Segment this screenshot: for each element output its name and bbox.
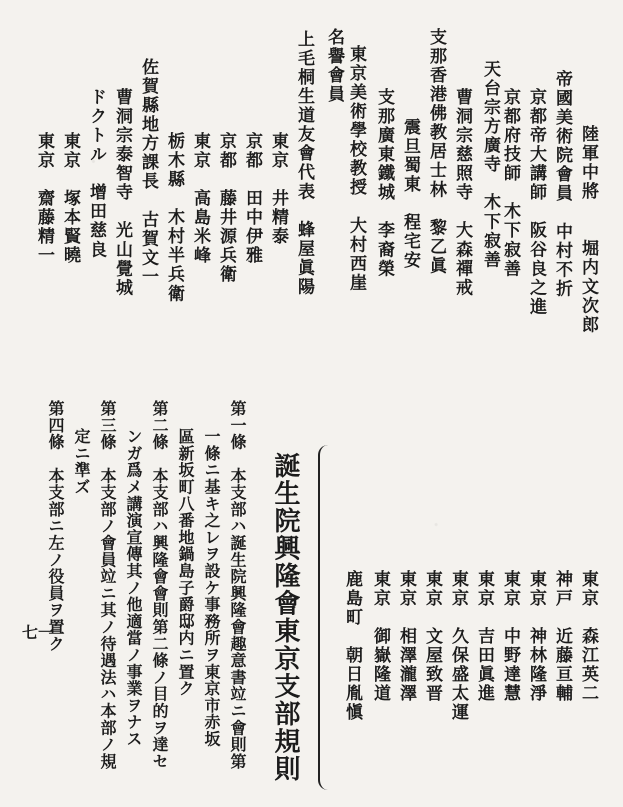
member-entry: 震旦蜀東 程宅安 [400,118,420,271]
member-entry: 京都府技師 木下寂善 [500,88,520,279]
member-entry: 天台宗方廣寺 木下寂善 [480,60,500,270]
member-entry: 栃木縣 木村半兵衛 [164,132,184,304]
rule-line: 一條ニ基キ之レヲ設ケ事務所ヲ東京市赤坂 [202,428,221,748]
member-entry: 支那香港佛教居士林 黎乙眞 [426,28,446,276]
document-title: 誕生院興隆會東京支部規則 [270,452,300,783]
member-entry: 東京 塚本賢曉 [60,132,80,266]
rule-line: 第一條 本支部ハ誕生院興隆會趣意書竝ニ會則第 [228,400,247,770]
member-entry: 東京美術學校教授 大村西崖 [346,45,366,293]
member-entry: 東京 久保盛太運 [448,570,468,723]
member-entry: 京都帝大講師 阪谷良之進 [526,88,546,317]
rule-line: 區新坂町八番地鍋島子爵邸内ニ置ク [176,428,195,697]
member-entry: ドクトル 增田慈良 [86,88,106,260]
member-entry: 東京 森江英二 [578,570,598,704]
title-brace [318,445,332,790]
member-entry: 曹洞宗慈照寺 大森禪戒 [452,88,472,298]
member-entry: 支那廣東鐵城 李裔榮 [374,88,394,279]
member-entry: 曹洞宗泰智寺 光山覺城 [112,88,132,298]
member-entry: 帝國美術院會員 中村不折 [552,70,572,299]
rule-line: ンガ爲メ講演宣傳其ノ他適當ノ事業ヲナス [124,428,143,748]
member-entry: 東京 井精泰 [268,132,288,247]
member-entry: 鹿島町 朝日胤愼 [342,570,362,723]
member-entry: 東京 吉田眞進 [474,570,494,704]
member-entry: 東京 御嶽隆道 [370,570,390,704]
member-entry: 東京 文屋致晋 [422,570,442,704]
member-entry: 佐賀縣地方課長 古賀文一 [138,58,158,287]
member-entry: 東京 高島米峰 [190,132,210,266]
member-entry: 上毛桐生道友會代表 蜂屋眞陽 [294,30,314,297]
member-entry: 東京 相澤瀧澤 [396,570,416,704]
member-entry: 陸軍中將 堀内文次郎 [578,125,598,335]
member-entry: 名譽會員 [324,28,344,105]
member-entry: 京都 田中伊雅 [242,132,262,266]
member-entry: 東京 齋藤精一 [34,132,54,266]
member-entry: 京都 藤井源兵衛 [216,132,236,285]
rule-line: 第四條 本支部ニ左ノ役員ヲ置ク [46,400,65,652]
member-entry: 神戸 近藤亘輔 [552,570,572,704]
rule-line: 第三條 本支部ノ會員竝ニ其ノ待遇法ハ本部ノ規 [98,400,117,770]
member-entry: 東京 神林隆淨 [526,570,546,704]
page-number: 七一 [22,623,55,642]
rule-line: 定ニ準ズ [72,428,91,496]
member-entry: 東京 中野達慧 [500,570,520,704]
rule-line: 第二條 本支部ハ興隆會會則第二條ノ目的ヲ達セ [150,400,169,770]
